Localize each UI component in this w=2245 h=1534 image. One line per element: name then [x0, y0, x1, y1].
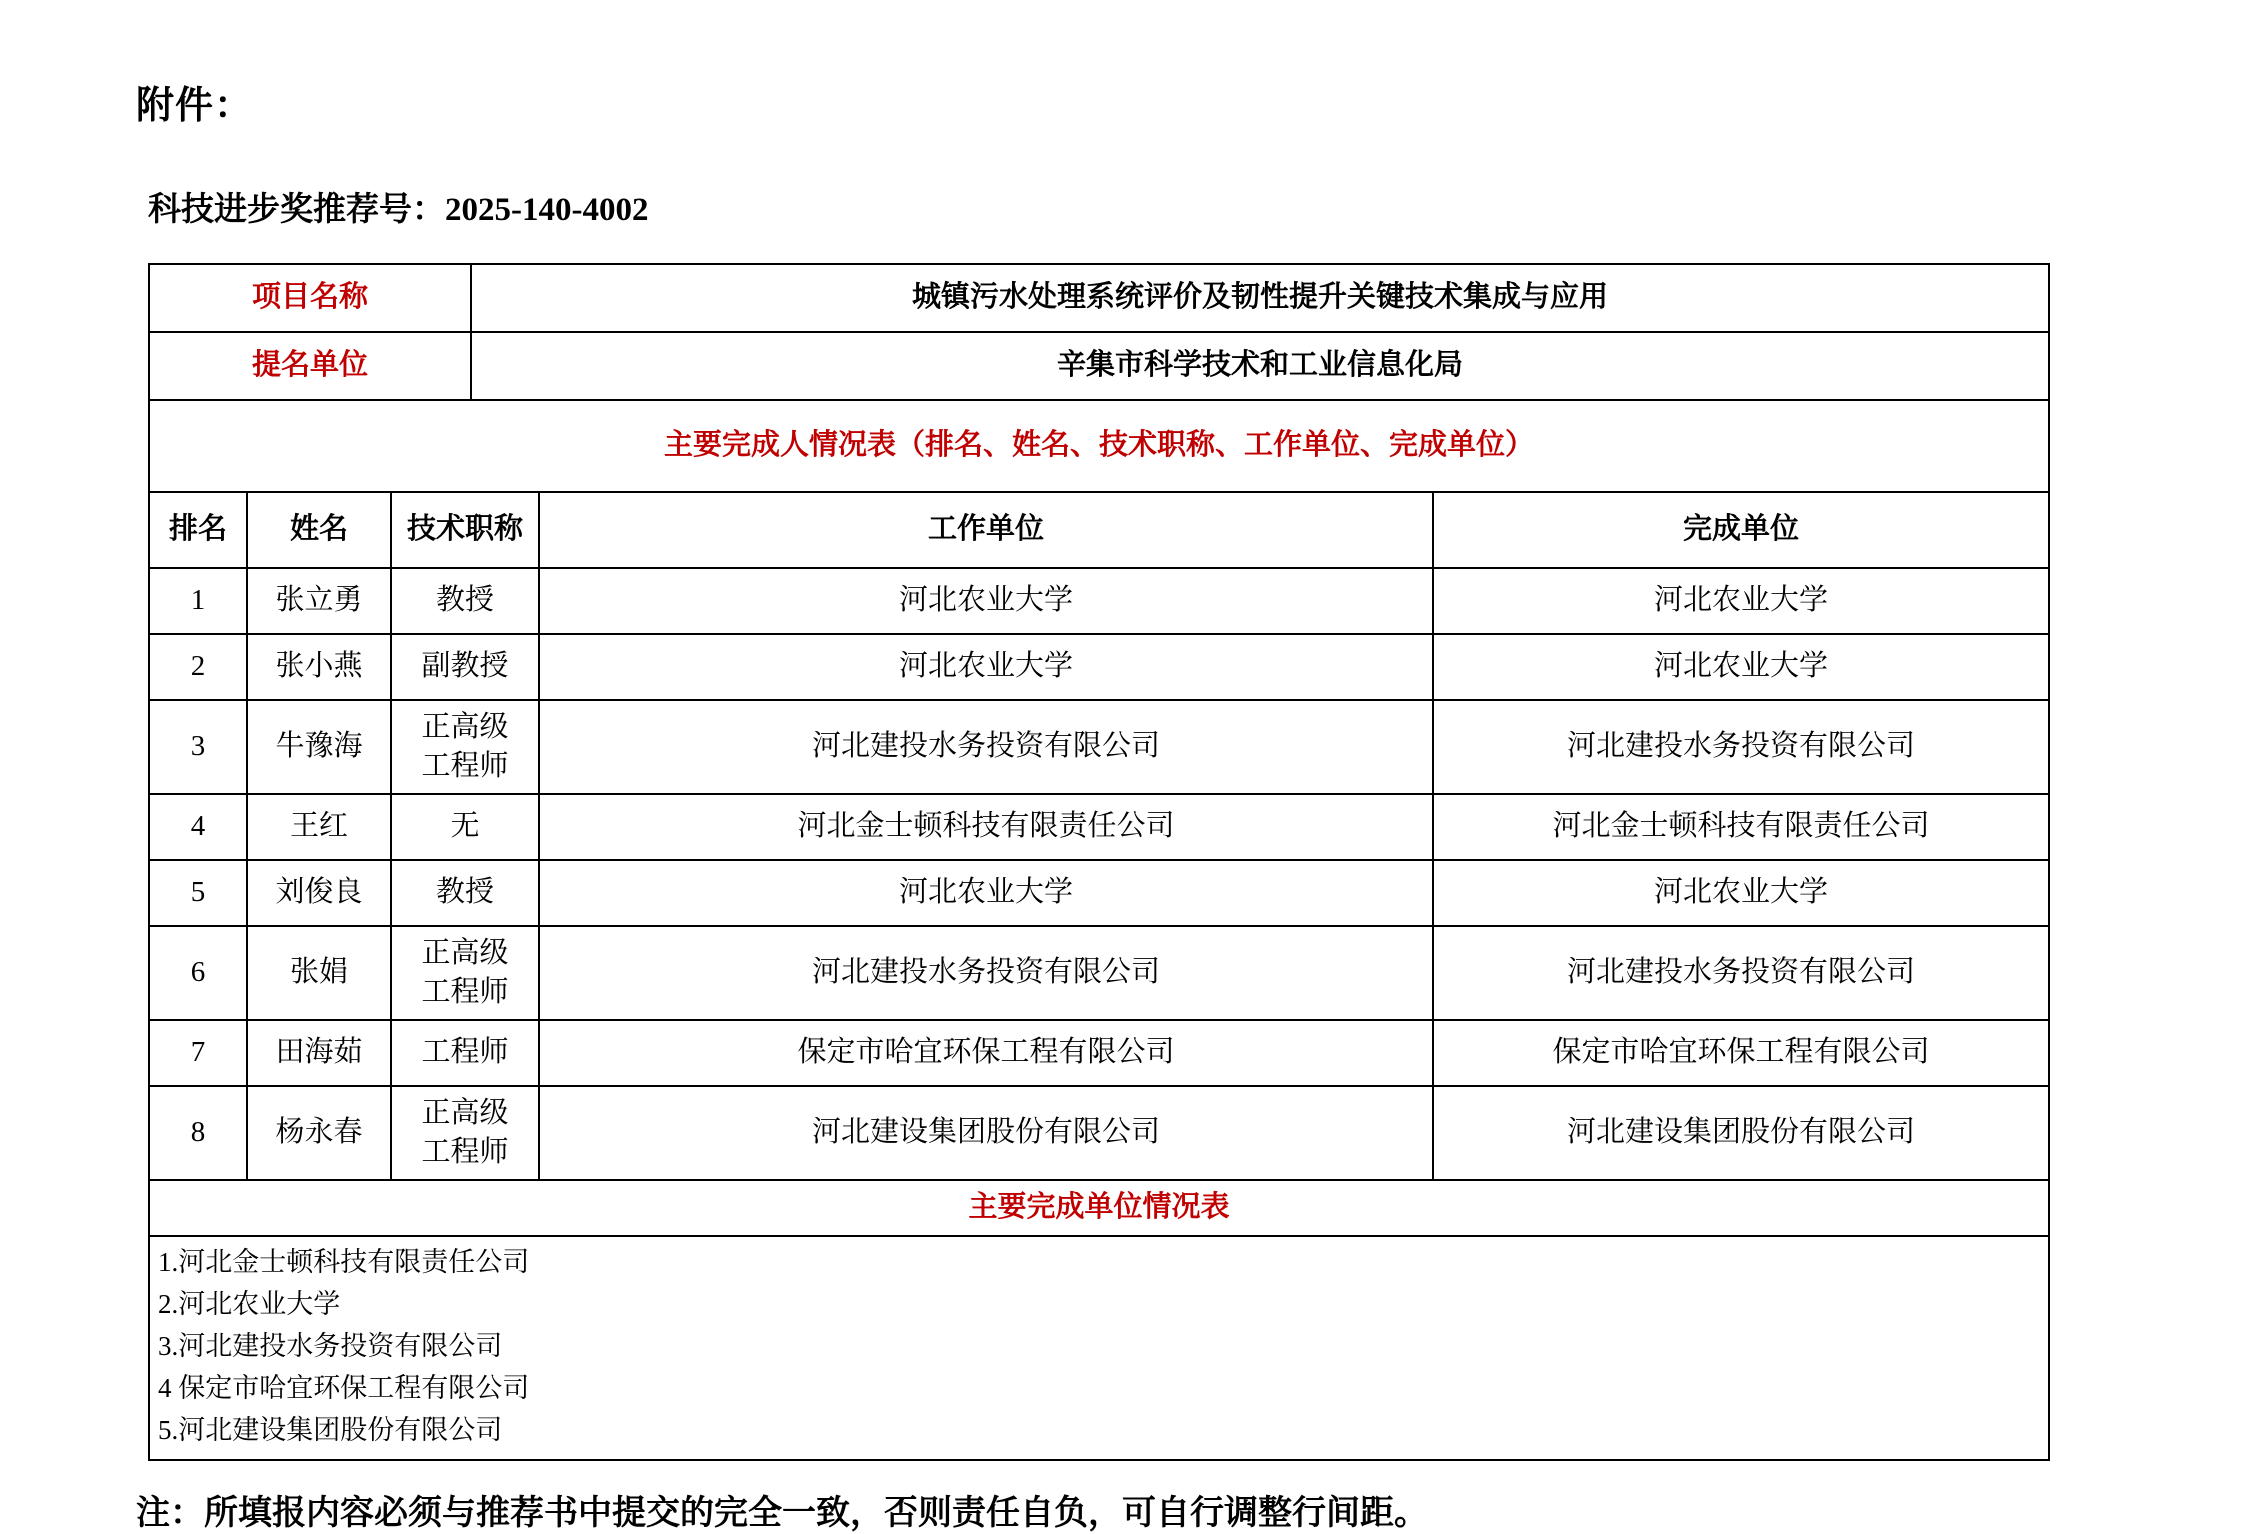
completion-unit-cell: 河北农业大学 [1433, 860, 2049, 926]
table-row [149, 1020, 2049, 1086]
unit-list-item: 1.河北金士顿科技有限责任公司 [158, 1247, 530, 1277]
person-table-title-row [149, 400, 2049, 492]
unit-list-item: 5.河北建设集团股份有限公司 [158, 1415, 503, 1445]
header-rank: 排名 [149, 492, 247, 568]
unit-list-item: 2.河北农业大学 [158, 1289, 341, 1319]
title-cell: 无 [391, 794, 539, 860]
unit-list-item: 4 保定市哈宜环保工程有限公司 [158, 1373, 530, 1403]
unit-list-row [149, 1236, 2049, 1460]
project-name-value: 城镇污水处理系统评价及韧性提升关键技术集成与应用 [471, 264, 2049, 332]
info-row-project [149, 264, 2049, 332]
attachment-label: 附件： [136, 85, 254, 127]
header-name: 姓名 [247, 492, 391, 568]
info-row-nominator [149, 332, 2049, 400]
header-title: 技术职称 [391, 492, 539, 568]
work-unit-cell: 河北农业大学 [539, 568, 1433, 634]
unit-list [158, 1241, 2040, 1451]
rank-cell: 2 [149, 634, 247, 700]
completion-unit-cell: 河北建投水务投资有限公司 [1433, 700, 2049, 794]
completion-unit-cell: 河北农业大学 [1433, 568, 2049, 634]
title-cell: 正高级工程师 [391, 1086, 539, 1180]
name-cell: 王红 [247, 794, 391, 860]
name-cell: 牛豫海 [247, 700, 391, 794]
work-unit-cell: 河北金士顿科技有限责任公司 [539, 794, 1433, 860]
rank-cell: 5 [149, 860, 247, 926]
nominating-unit-value: 辛集市科学技术和工业信息化局 [471, 332, 2049, 400]
title-cell: 副教授 [391, 634, 539, 700]
person-table [148, 399, 2050, 1181]
table-row [149, 700, 2049, 794]
nominating-unit-label: 提名单位 [149, 332, 471, 400]
work-unit-cell: 河北建设集团股份有限公司 [539, 1086, 1433, 1180]
unit-list-cell [149, 1236, 2049, 1460]
recommendation-label: 科技进步奖推荐号： [148, 192, 445, 228]
rank-cell: 6 [149, 926, 247, 1020]
title-cell: 教授 [391, 860, 539, 926]
work-unit-cell: 保定市哈宜环保工程有限公司 [539, 1020, 1433, 1086]
name-cell: 刘俊良 [247, 860, 391, 926]
work-unit-cell: 河北建投水务投资有限公司 [539, 700, 1433, 794]
name-cell: 杨永春 [247, 1086, 391, 1180]
work-unit-cell: 河北农业大学 [539, 860, 1433, 926]
completion-unit-cell: 河北金士顿科技有限责任公司 [1433, 794, 2049, 860]
unit-table-title-row [149, 1180, 2049, 1236]
title-cell: 正高级工程师 [391, 700, 539, 794]
unit-table [148, 1179, 2050, 1461]
table-row [149, 634, 2049, 700]
rank-cell: 8 [149, 1086, 247, 1180]
recommendation-line [148, 183, 2048, 230]
info-table [148, 263, 2050, 401]
work-unit-cell: 河北农业大学 [539, 634, 1433, 700]
completion-unit-cell: 河北农业大学 [1433, 634, 2049, 700]
person-table-title: 主要完成人情况表（排名、姓名、技术职称、工作单位、完成单位） [149, 400, 2049, 492]
completion-unit-cell: 河北建设集团股份有限公司 [1433, 1086, 2049, 1180]
name-cell: 张立勇 [247, 568, 391, 634]
note-text: 注：所填报内容必须与推荐书中提交的完全一致，否则责任自负，可自行调整行间距。 [136, 1495, 1428, 1532]
name-cell: 田海茹 [247, 1020, 391, 1086]
title-cell: 正高级工程师 [391, 926, 539, 1020]
rank-cell: 7 [149, 1020, 247, 1086]
table-row [149, 1086, 2049, 1180]
rank-cell: 1 [149, 568, 247, 634]
unit-table-title: 主要完成单位情况表 [149, 1180, 2049, 1236]
unit-list-item: 3.河北建投水务投资有限公司 [158, 1331, 503, 1361]
table-row [149, 794, 2049, 860]
name-cell: 张娟 [247, 926, 391, 1020]
recommendation-number: 2025-140-4002 [445, 192, 649, 228]
rank-cell: 3 [149, 700, 247, 794]
header-completion-unit: 完成单位 [1433, 492, 2049, 568]
project-name-label: 项目名称 [149, 264, 471, 332]
title-cell: 工程师 [391, 1020, 539, 1086]
table-row [149, 568, 2049, 634]
name-cell: 张小燕 [247, 634, 391, 700]
header-work-unit: 工作单位 [539, 492, 1433, 568]
title-cell: 教授 [391, 568, 539, 634]
rank-cell: 4 [149, 794, 247, 860]
person-table-header-row [149, 492, 2049, 568]
work-unit-cell: 河北建投水务投资有限公司 [539, 926, 1433, 1020]
completion-unit-cell: 保定市哈宜环保工程有限公司 [1433, 1020, 2049, 1086]
completion-unit-cell: 河北建投水务投资有限公司 [1433, 926, 2049, 1020]
table-row [149, 926, 2049, 1020]
table-row [149, 860, 2049, 926]
